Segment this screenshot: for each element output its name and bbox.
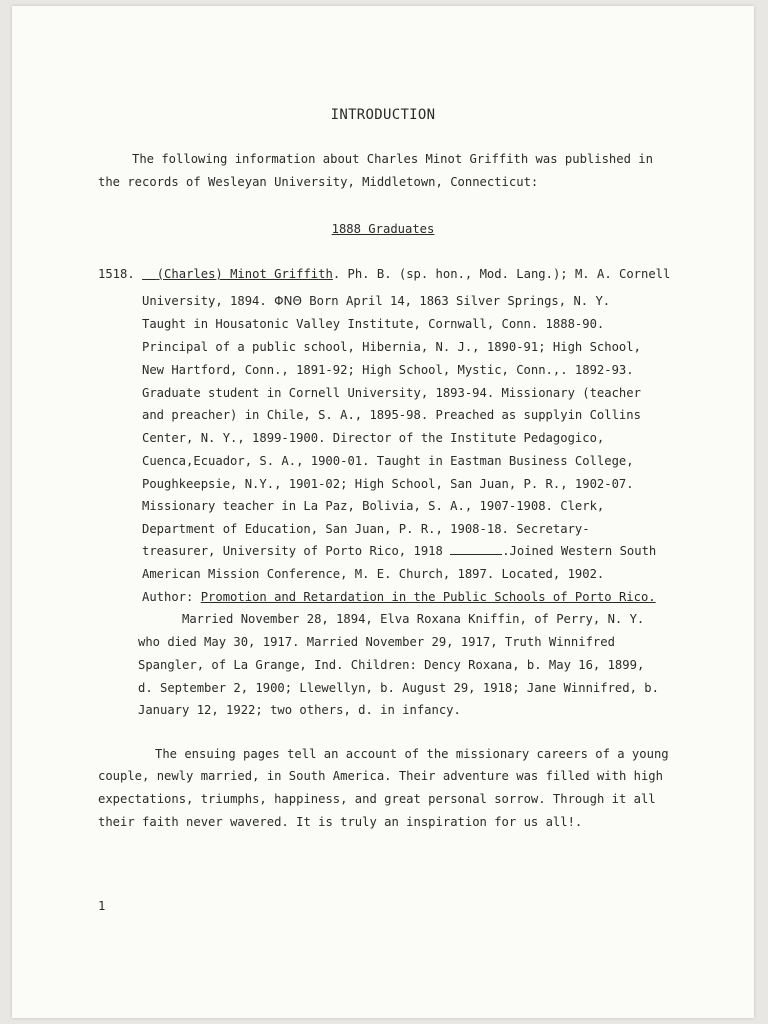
entry-name <box>142 267 333 281</box>
entry-body-line: Principal of a public school, Hibernia, N. J., 1890-91; High School, <box>142 340 641 354</box>
entry-body-line: Department of Education, San Juan, P. R., 1908-18. Secretary- <box>142 522 590 536</box>
married-line: who died May 30, 1917. Married November 29, 1917, Truth Winnifred <box>138 635 615 649</box>
entry-number: 1518. <box>98 267 135 281</box>
entry-body-line: Missionary teacher in La Paz, Bolivia, S. A., 1907-1908. Clerk, <box>142 499 605 513</box>
entry-body-line: and preacher) in Chile, S. A., 1895-98. Preached as supplyin Collins <box>142 408 641 422</box>
intro-line-1: The following information about Charles Minot Griffith was published in <box>132 152 653 166</box>
document-page <box>12 6 754 1018</box>
section-heading: 1888 Graduates <box>331 222 435 236</box>
entry-body-line: Taught in Housatonic Valley Institute, Cornwall, Conn. 1888-90. <box>142 317 605 331</box>
entry-body-line: Center, N. Y., 1899-1900. Director of the Institute Pedagogico, <box>142 431 605 445</box>
author-label: Author: <box>142 590 201 604</box>
entry-line2-pre: University, 1894. <box>142 294 275 308</box>
married-line: Spangler, of La Grange, Ind. Children: Dency Roxana, b. May 16, 1899, <box>138 658 645 672</box>
intro-line-2: the records of Wesleyan University, Middletown, Connecticut: <box>98 175 539 189</box>
page-number: 1 <box>98 899 106 913</box>
document-title: INTRODUCTION <box>330 107 436 123</box>
closing-line: The ensuing pages tell an account of the missionary careers of a young <box>155 747 669 761</box>
entry-line2-post: Born April 14, 1863 Silver Springs, N. Y. <box>301 294 611 308</box>
entry-author-line <box>142 589 656 605</box>
treasurer-post: .Joined Western South <box>502 544 657 558</box>
entry-body-line: Poughkeepsie, N.Y., 1901-02; High School, San Juan, P. R., 1902-07. <box>142 477 634 491</box>
entry-line1-rest: . Ph. B. (sp. hon., Mod. Lang.); M. A. Cornell <box>332 267 671 281</box>
entry-first-line <box>98 266 670 282</box>
entry-treasurer-line <box>142 543 656 559</box>
married-line: Married November 28, 1894, Elva Roxana Kniffin, of Perry, N. Y. <box>182 612 645 626</box>
entry-line-2 <box>142 293 610 309</box>
closing-line: their faith never wavered. It is truly an inspiration for us all!. <box>98 815 583 829</box>
entry-body-line: Cuenca,Ecuador, S. A., 1900-01. Taught in Eastman Business College, <box>142 454 634 468</box>
author-work-title: Promotion and Retardation in the Public Schools of Porto Rico. <box>200 590 656 604</box>
closing-line: expectations, triumphs, happiness, and great personal sorrow. Through it all <box>98 792 656 806</box>
blank-underline <box>450 543 502 555</box>
entry-mission-line: American Mission Conference, M. E. Church, 1897. Located, 1902. <box>142 567 605 581</box>
fraternity-letters: ΦΝΘ <box>274 294 302 308</box>
entry-body-line: Graduate student in Cornell University, 1893-94. Missionary (teacher <box>142 386 641 400</box>
married-line: d. September 2, 1900; Llewellyn, b. August 29, 1918; Jane Winnifred, b. <box>138 681 659 695</box>
entry-body-line: New Hartford, Conn., 1891-92; High School, Mystic, Conn.,. 1892-93. <box>142 363 634 377</box>
closing-line: couple, newly married, in South America. Their adventure was filled with high <box>98 769 663 783</box>
treasurer-pre: treasurer, University of Porto Rico, 1918 <box>142 544 451 558</box>
married-line: January 12, 1922; two others, d. in infancy. <box>138 703 461 717</box>
entry-name-text: (Charles) Minot Griffith <box>156 267 333 281</box>
